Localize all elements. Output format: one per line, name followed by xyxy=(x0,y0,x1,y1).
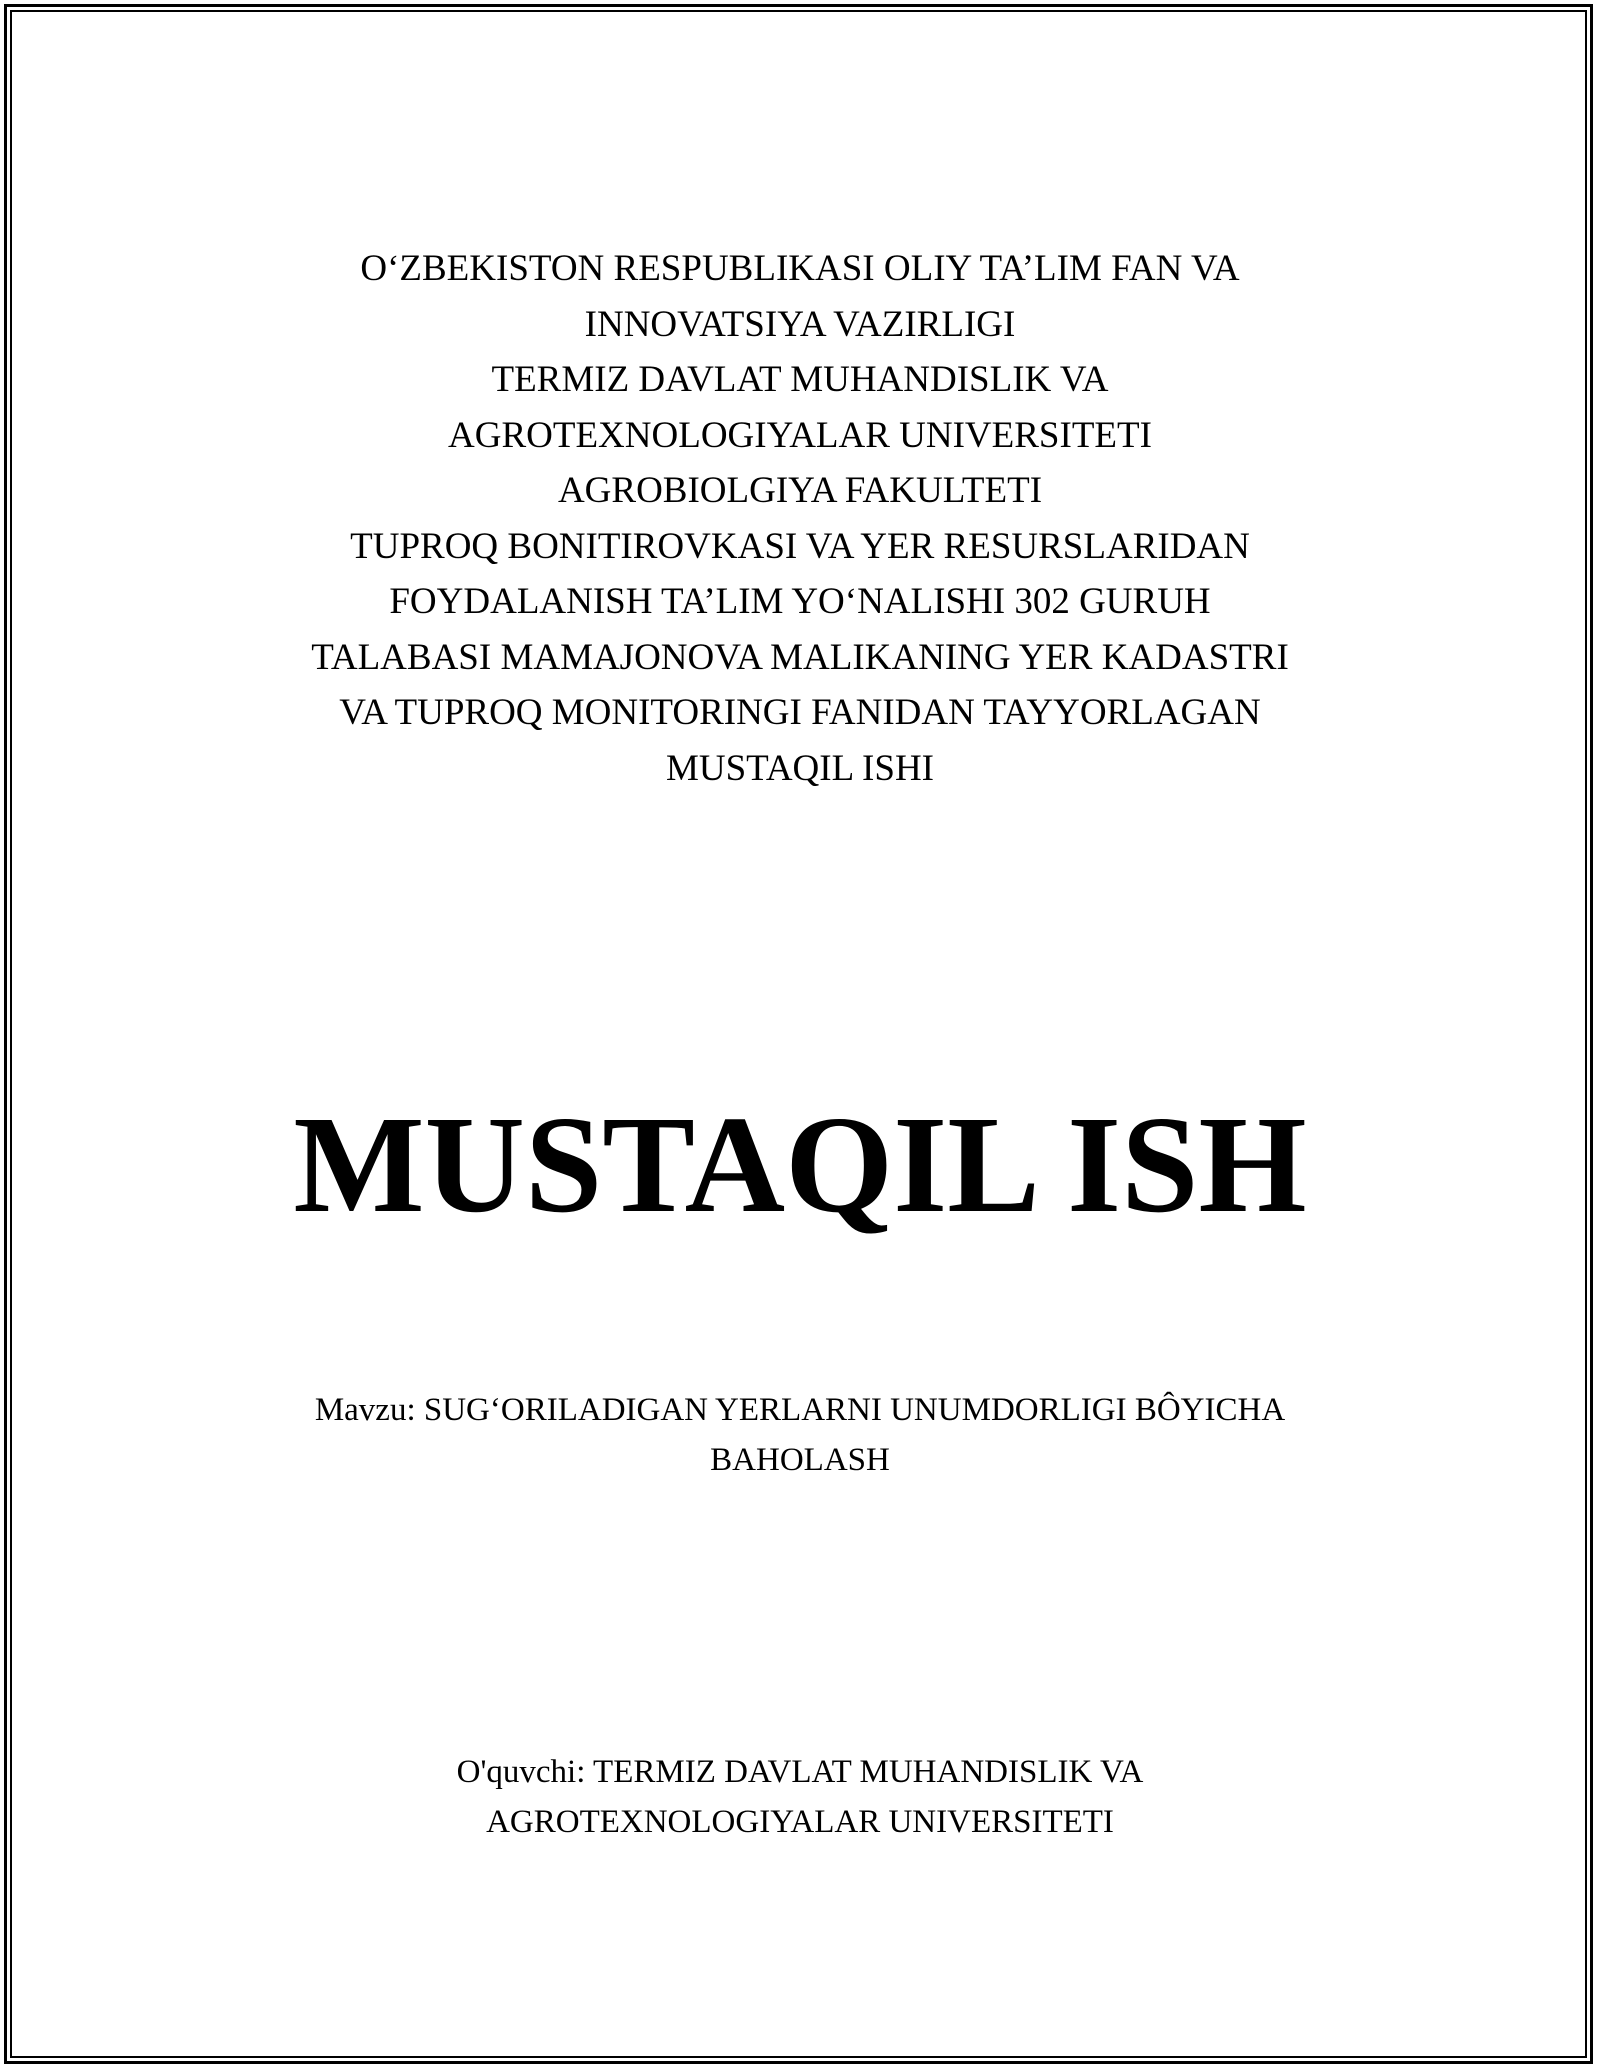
student-line: AGROTEXNOLOGIYALAR UNIVERSITETI xyxy=(486,1804,1114,1840)
document-title: MUSTAQIL ISH xyxy=(293,1088,1307,1242)
header-line: TALABASI MAMAJONOVA MALIKANING YER KADASTRI xyxy=(311,636,1289,678)
topic-line: Mavzu: SUG‘ORILADIGAN YERLARNI UNUMDORLIGI BÔYICHA xyxy=(314,1392,1286,1428)
header-line: FOYDALANISH TA’LIM YO‘NALISHI 302 GURUH xyxy=(389,581,1211,622)
topic-block xyxy=(200,1385,1400,1485)
header-line: TUPROQ BONITIROVKASI VA YER RESURSLARIDAN xyxy=(350,525,1250,567)
student-block xyxy=(200,1747,1400,1847)
header-line: AGROTEXNOLOGIYALAR UNIVERSITETI xyxy=(448,414,1152,456)
institution-header xyxy=(200,241,1400,796)
header-line: O‘ZBEKISTON RESPUBLIKASI OLIY TA’LIM FAN VA xyxy=(360,248,1240,289)
topic-line: BAHOLASH xyxy=(710,1442,890,1478)
header-line: TERMIZ DAVLAT MUHANDISLIK VA xyxy=(491,359,1109,400)
header-line: INNOVATSIYA VAZIRLIGI xyxy=(584,303,1016,345)
header-line: VA TUPROQ MONITORINGI FANIDAN TAYYORLAGAN xyxy=(339,692,1261,733)
student-line: O'quvchi: TERMIZ DAVLAT MUHANDISLIK VA xyxy=(456,1754,1144,1790)
header-line: AGROBIOLGIYA FAKULTETI xyxy=(557,470,1043,511)
header-line: MUSTAQIL ISHI xyxy=(665,747,934,789)
